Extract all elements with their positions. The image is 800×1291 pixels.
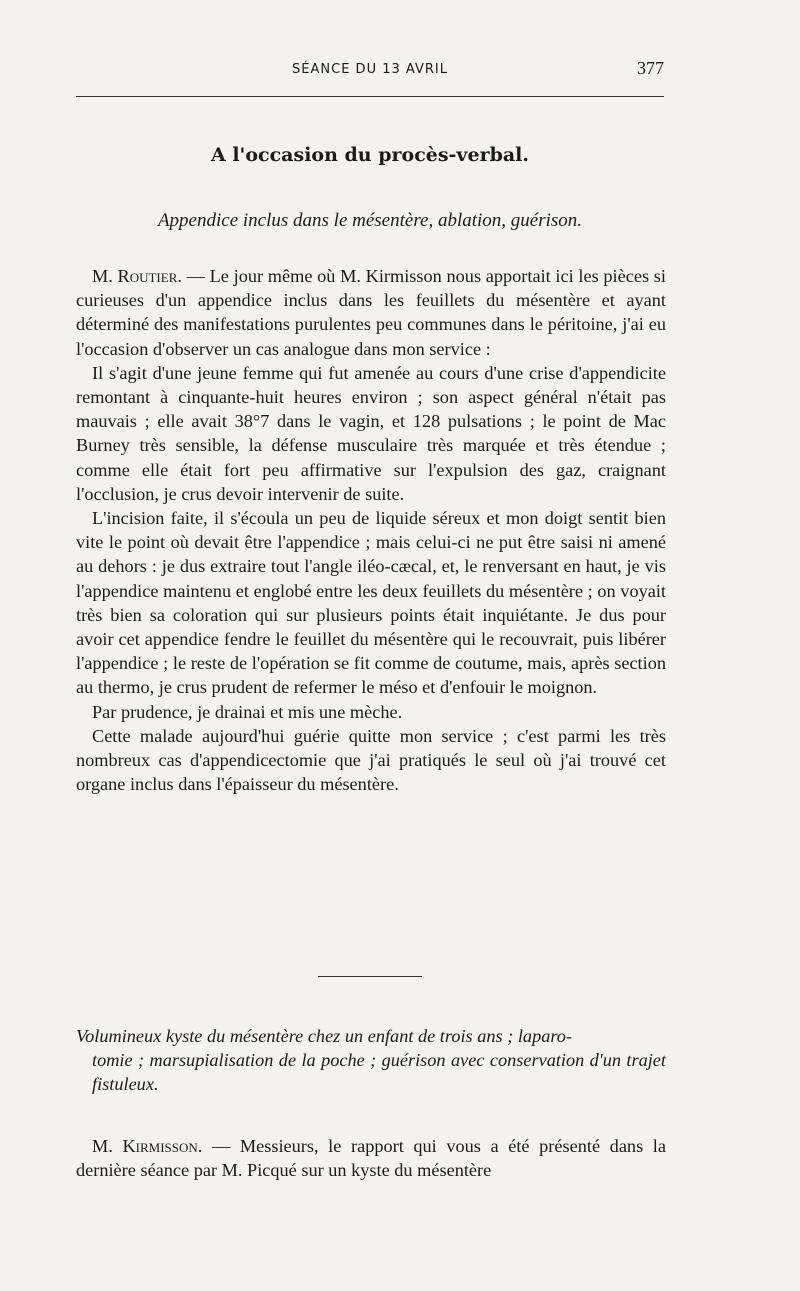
subtitle-continuation: tomie ; marsupialisation de la poche ; guérison avec conservation d'un trajet fistuleux. bbox=[92, 1050, 666, 1095]
header-rule bbox=[76, 96, 664, 97]
paragraph-text: — Le jour même où M. Kirmisson nous apportait ici les pièces si curieuses d'un appendice inclus dans les feuillets du mésentère et ayant déterminé des manifestations purulentes peu communes dans le péritoine, j'ai eu l'occasion d'observer un cas analogue dans mon service : bbox=[76, 266, 666, 359]
paragraph bbox=[76, 1134, 666, 1182]
routier-text bbox=[76, 264, 666, 796]
paragraph-text: — Messieurs, le rapport qui vous a été présenté dans la dernière séance par M. Picqué sur un kyste du mésentère bbox=[76, 1136, 666, 1181]
kirmisson-text bbox=[76, 1134, 666, 1182]
section2-subtitle bbox=[76, 1024, 666, 1097]
subtitle-line: Volumineux kyste du mésentère chez un enfant de trois ans ; laparo- bbox=[76, 1026, 573, 1046]
speaker-name: M. Kirmisson. bbox=[92, 1136, 203, 1156]
paragraph: L'incision faite, il s'écoula un peu de liquide séreux et mon doigt sentit bien vite le point où devait être l'appendice ; mais celui-ci ne put être saisi ni amené au dehors : je dus extraire tout l'angle iléo-cæcal, et, le renversant en haut, je vis l'appendice maintenu et englobé entre les deux feuillets du mésentère ; on voyait très bien sa coloration qui sur plusieurs points était inquiétante. Je dus pour avoir cet appendice fendre le feuillet du mésentère qui le recouvrait, puis libérer l'appendice ; le reste de l'opération se fit comme de coutume, mais, après section au thermo, je crus prudent de refermer le méso et d'enfouir le moignon. bbox=[76, 508, 666, 698]
paragraph: Cette malade aujourd'hui guérie quitte mon service ; c'est parmi les très nombreux cas d'appendicectomie que j'ai pratiqués le seul où j'ai trouvé cet organe inclus dans l'épaisseur du mésentère. bbox=[76, 725, 666, 795]
section-subtitle: Appendice inclus dans le mésentère, ablation, guérison. bbox=[157, 210, 583, 231]
running-title: SÉANCE DU 13 AVRIL bbox=[292, 62, 448, 77]
speaker-name: M. Routier. bbox=[92, 266, 182, 286]
section-title: A l'occasion du procès-verbal. bbox=[210, 144, 530, 166]
running-head bbox=[76, 58, 664, 84]
paragraph: Il s'agit d'une jeune femme qui fut amenée au cours d'une crise d'appendicite remontant à cinquante-huit heures environ ; son aspect général n'était pas mauvais ; elle avait 38°7 dans le vagin, et 128 pulsations ; le point de Mac Burney très sensible, la défense musculaire très marquée et très étendue ; comme elle était fort peu affirmative sur l'expulsion des gaz, craignant l'occlusion, je crus devoir intervenir de suite. bbox=[76, 362, 666, 504]
paragraph: Par prudence, je drainai et mis une mèche. bbox=[92, 701, 403, 722]
paragraph bbox=[76, 264, 666, 361]
section-divider bbox=[318, 976, 422, 977]
page-number: 377 bbox=[637, 58, 664, 78]
